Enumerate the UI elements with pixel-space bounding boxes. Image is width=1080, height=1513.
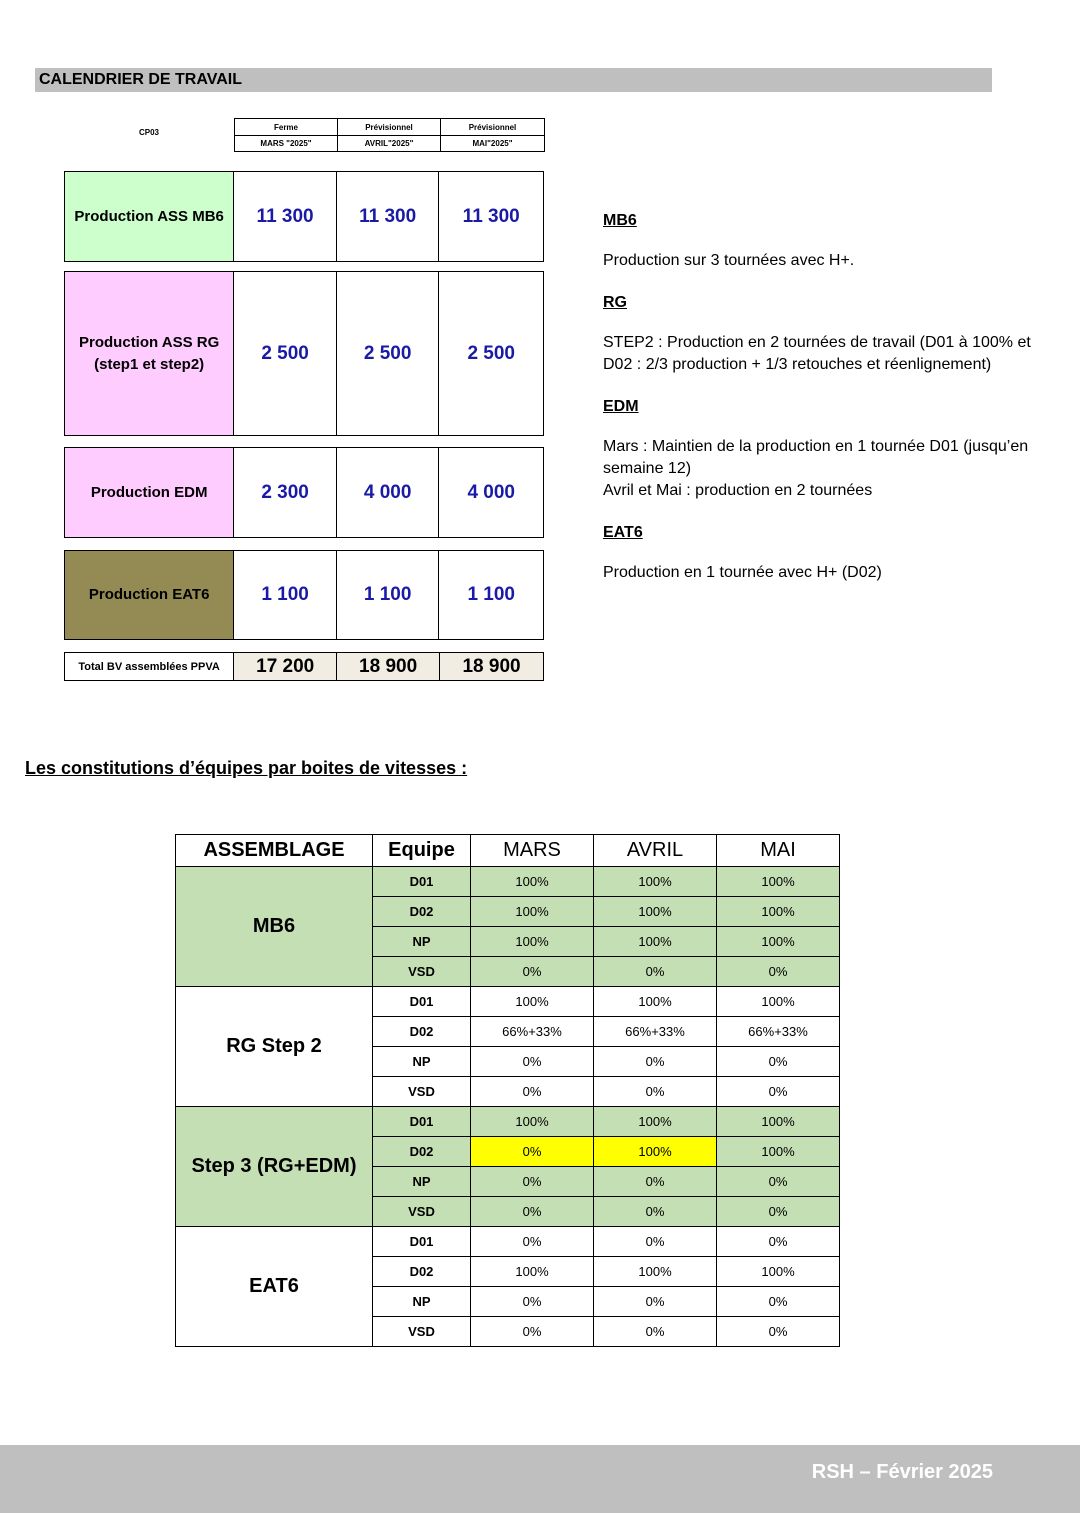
percent-cell: 0% (594, 1197, 717, 1227)
team-cell: D01 (373, 867, 471, 897)
team-cell: D01 (373, 987, 471, 1017)
percent-cell: 100% (717, 987, 840, 1017)
team-cell: NP (373, 927, 471, 957)
team-cell: D02 (373, 897, 471, 927)
header-team: Equipe (373, 835, 471, 867)
teams-table-header (176, 835, 840, 867)
percent-cell: 0% (471, 1317, 594, 1347)
table-row (176, 1227, 840, 1257)
assembly-group-cell: MB6 (176, 867, 373, 987)
total-value: 18 900 (462, 655, 521, 677)
production-value: 11 300 (462, 205, 520, 227)
percent-cell: 100% (717, 927, 840, 957)
header-mars: MARS (471, 835, 594, 867)
percent-cell: 0% (594, 1167, 717, 1197)
percent-cell: 100% (717, 897, 840, 927)
teams-section-title: Les constitutions d’équipes par boites de vitesses : (25, 758, 468, 778)
percent-cell: 0% (594, 1047, 717, 1077)
production-label: Production ASS MB6 (65, 172, 234, 261)
team-cell: D02 (373, 1257, 471, 1287)
production-value: 2 500 (467, 342, 515, 364)
header-month: AVRIL"2025" (364, 139, 414, 148)
note-title-eat6: EAT6 (603, 524, 643, 541)
production-row-eat6 (64, 550, 544, 640)
percent-cell: 0% (594, 957, 717, 987)
team-cell: D01 (373, 1227, 471, 1257)
assembly-group-cell: RG Step 2 (176, 987, 373, 1107)
team-cell: NP (373, 1047, 471, 1077)
header-month: MAI"2025" (472, 139, 513, 148)
percent-cell: 0% (717, 1167, 840, 1197)
production-label: Production ASS RG (step1 et step2) (65, 272, 234, 435)
note-text-edm-2: Avril et Mai : production en 2 tournées (603, 482, 873, 499)
table-row (176, 987, 840, 1017)
team-cell: NP (373, 1167, 471, 1197)
calendar-header-avril (337, 118, 441, 152)
percent-cell: 66%+33% (471, 1017, 594, 1047)
calendar-header-mars (234, 118, 338, 152)
production-row-rg (64, 271, 544, 436)
production-value: 2 500 (234, 272, 337, 435)
team-cell: NP (373, 1287, 471, 1317)
production-label: Production EDM (65, 448, 234, 537)
note-title-edm: EDM (603, 398, 639, 415)
team-cell: D02 (373, 1017, 471, 1047)
header-mai: MAI (717, 835, 840, 867)
team-cell: VSD (373, 1317, 471, 1347)
percent-cell: 100% (471, 1107, 594, 1137)
table-row (176, 867, 840, 897)
footer-text: RSH – Février 2025 (811, 1461, 993, 1483)
header-status: Prévisionnel (468, 123, 517, 132)
production-label: Production EAT6 (65, 551, 234, 639)
note-text-edm-1: Mars : Maintien de la production en 1 tournée D01 (jusqu’en semaine 12) (603, 438, 1029, 477)
production-value: 1 100 (337, 551, 440, 639)
percent-cell: 100% (594, 897, 717, 927)
header-month: MARS "2025" (260, 139, 312, 148)
percent-cell: 0% (471, 1137, 594, 1167)
percent-cell: 0% (471, 957, 594, 987)
production-total-row (64, 652, 544, 681)
production-notes (603, 210, 1033, 604)
table-row (176, 1107, 840, 1137)
production-value: 11 300 (337, 172, 440, 261)
section-title: CALENDRIER DE TRAVAIL (39, 71, 242, 88)
percent-cell: 0% (471, 1287, 594, 1317)
assembly-group-cell: EAT6 (176, 1227, 373, 1347)
percent-cell: 100% (471, 867, 594, 897)
percent-cell: 100% (471, 987, 594, 1017)
percent-cell: 0% (594, 1287, 717, 1317)
production-value: 4 000 (337, 448, 440, 537)
percent-cell: 100% (471, 1257, 594, 1287)
production-value: 1 100 (467, 584, 515, 605)
percent-cell: 100% (717, 1107, 840, 1137)
percent-cell: 66%+33% (594, 1017, 717, 1047)
production-value: 11 300 (234, 172, 337, 261)
percent-cell: 66%+33% (717, 1017, 840, 1047)
percent-cell: 0% (471, 1047, 594, 1077)
team-cell: VSD (373, 1197, 471, 1227)
total-label: Total BV assemblées PPVA (65, 653, 234, 680)
percent-cell: 0% (717, 1197, 840, 1227)
header-avril: AVRIL (594, 835, 717, 867)
percent-cell: 0% (717, 1077, 840, 1107)
calendar-corner-label: CP03 (138, 128, 159, 137)
percent-cell: 100% (594, 927, 717, 957)
percent-cell: 0% (717, 1317, 840, 1347)
percent-cell: 100% (471, 897, 594, 927)
production-row-mb6 (64, 171, 544, 262)
header-assembly: ASSEMBLAGE (176, 835, 373, 867)
percent-cell: 100% (594, 867, 717, 897)
percent-cell: 0% (717, 1287, 840, 1317)
production-value: 4 000 (467, 481, 515, 503)
note-title-mb6: MB6 (603, 212, 637, 229)
team-cell: VSD (373, 957, 471, 987)
production-value: 2 300 (234, 448, 337, 537)
production-row-edm (64, 447, 544, 538)
note-title-rg: RG (603, 294, 627, 311)
production-value: 2 500 (337, 272, 440, 435)
percent-cell: 0% (471, 1197, 594, 1227)
percent-cell: 0% (717, 957, 840, 987)
team-cell: D02 (373, 1137, 471, 1167)
total-value: 18 900 (337, 653, 440, 680)
header-status: Prévisionnel (365, 123, 413, 132)
note-text-rg: STEP2 : Production en 2 tournées de travail (D01 à 100% et D02 : 2/3 production + 1/3 retouches et réenlignement) (603, 334, 1031, 373)
percent-cell: 0% (717, 1047, 840, 1077)
percent-cell: 0% (471, 1077, 594, 1107)
percent-cell: 100% (594, 1257, 717, 1287)
percent-cell: 100% (594, 1107, 717, 1137)
production-value: 1 100 (234, 551, 337, 639)
percent-cell: 100% (717, 1257, 840, 1287)
team-cell: VSD (373, 1077, 471, 1107)
percent-cell: 100% (717, 1137, 840, 1167)
percent-cell: 100% (471, 927, 594, 957)
team-cell: D01 (373, 1107, 471, 1137)
percent-cell: 100% (717, 867, 840, 897)
percent-cell: 0% (471, 1167, 594, 1197)
percent-cell: 0% (594, 1317, 717, 1347)
percent-cell: 0% (594, 1077, 717, 1107)
header-status: Ferme (273, 123, 298, 132)
note-text-eat6: Production en 1 tournée avec H+ (D02) (603, 564, 882, 581)
percent-cell: 100% (594, 1137, 717, 1167)
calendar-header-mai (440, 118, 545, 152)
percent-cell: 0% (717, 1227, 840, 1257)
total-value: 17 200 (234, 653, 337, 680)
percent-cell: 0% (471, 1227, 594, 1257)
percent-cell: 0% (594, 1227, 717, 1257)
teams-table (175, 834, 840, 1347)
percent-cell: 100% (594, 987, 717, 1017)
assembly-group-cell: Step 3 (RG+EDM) (176, 1107, 373, 1227)
note-text-mb6: Production sur 3 tournées avec H+. (603, 252, 855, 269)
